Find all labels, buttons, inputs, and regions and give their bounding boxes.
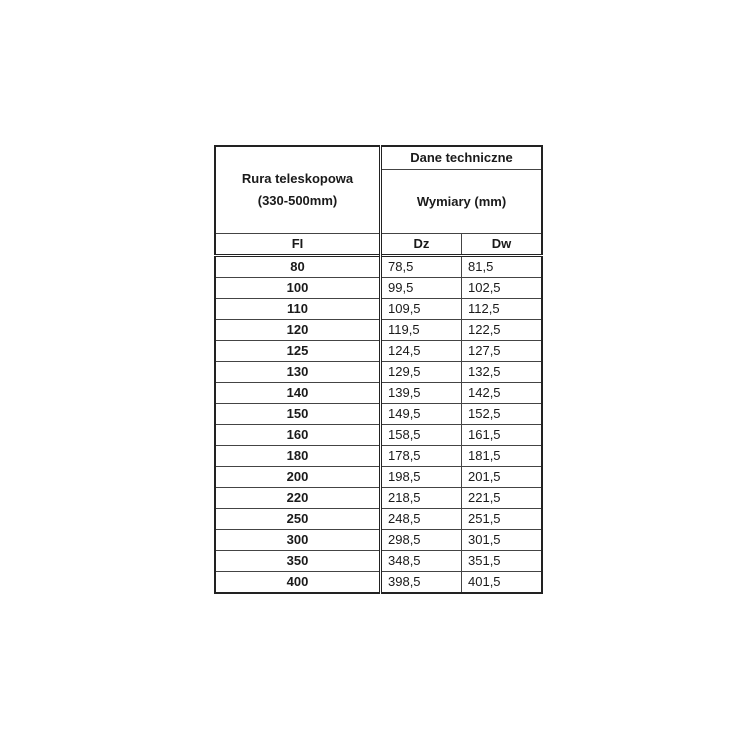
cell-dw: 401,5 [462,572,543,594]
cell-fi: 220 [215,488,381,509]
cell-dw: 251,5 [462,509,543,530]
cell-dz: 78,5 [381,256,462,278]
cell-fi: 150 [215,404,381,425]
cell-dw: 122,5 [462,320,543,341]
cell-dw: 201,5 [462,467,543,488]
cell-fi: 80 [215,256,381,278]
table-row [215,383,542,404]
cell-dw: 102,5 [462,278,543,299]
dimensions-header: Wymiary (mm) [381,170,543,234]
product-title: Rura teleskopowa [241,171,354,186]
header-row-top [215,146,542,170]
cell-fi: 110 [215,299,381,320]
cell-fi: 250 [215,509,381,530]
cell-fi: 350 [215,551,381,572]
cell-dw: 152,5 [462,404,543,425]
cell-dz: 248,5 [381,509,462,530]
cell-dz: 149,5 [381,404,462,425]
cell-dw: 142,5 [462,383,543,404]
technical-data-header: Dane techniczne [381,146,543,170]
cell-dw: 161,5 [462,425,543,446]
cell-fi: 130 [215,362,381,383]
table-row [215,341,542,362]
table-row [215,278,542,299]
product-title-cell [215,146,381,234]
cell-dz: 119,5 [381,320,462,341]
cell-dz: 99,5 [381,278,462,299]
cell-dw: 127,5 [462,341,543,362]
cell-dz: 218,5 [381,488,462,509]
table-row [215,362,542,383]
cell-fi: 400 [215,572,381,594]
cell-fi: 180 [215,446,381,467]
table-row [215,530,542,551]
table-row [215,256,542,278]
column-header-fi: FI [215,234,381,256]
cell-fi: 120 [215,320,381,341]
cell-fi: 140 [215,383,381,404]
table-row [215,572,542,594]
cell-dw: 81,5 [462,256,543,278]
table-row [215,467,542,488]
table-row [215,299,542,320]
column-header-dz: Dz [381,234,462,256]
column-header-dw: Dw [462,234,543,256]
table-body [215,256,542,594]
cell-dw: 181,5 [462,446,543,467]
table-row [215,404,542,425]
table-row [215,425,542,446]
table-row [215,320,542,341]
product-length-range: (330-500mm) [257,193,338,208]
cell-dz: 178,5 [381,446,462,467]
cell-dw: 112,5 [462,299,543,320]
cell-fi: 125 [215,341,381,362]
cell-fi: 100 [215,278,381,299]
cell-fi: 160 [215,425,381,446]
cell-dz: 298,5 [381,530,462,551]
cell-dw: 301,5 [462,530,543,551]
table-row [215,488,542,509]
cell-dz: 109,5 [381,299,462,320]
cell-dz: 398,5 [381,572,462,594]
cell-dw: 221,5 [462,488,543,509]
cell-dz: 124,5 [381,341,462,362]
table-row [215,551,542,572]
cell-fi: 300 [215,530,381,551]
table-row [215,446,542,467]
column-header-row [215,234,542,256]
cell-dz: 348,5 [381,551,462,572]
cell-dw: 132,5 [462,362,543,383]
cell-dz: 198,5 [381,467,462,488]
cell-dz: 129,5 [381,362,462,383]
table-row [215,509,542,530]
cell-fi: 200 [215,467,381,488]
cell-dz: 158,5 [381,425,462,446]
cell-dz: 139,5 [381,383,462,404]
spec-table [214,145,543,594]
cell-dw: 351,5 [462,551,543,572]
